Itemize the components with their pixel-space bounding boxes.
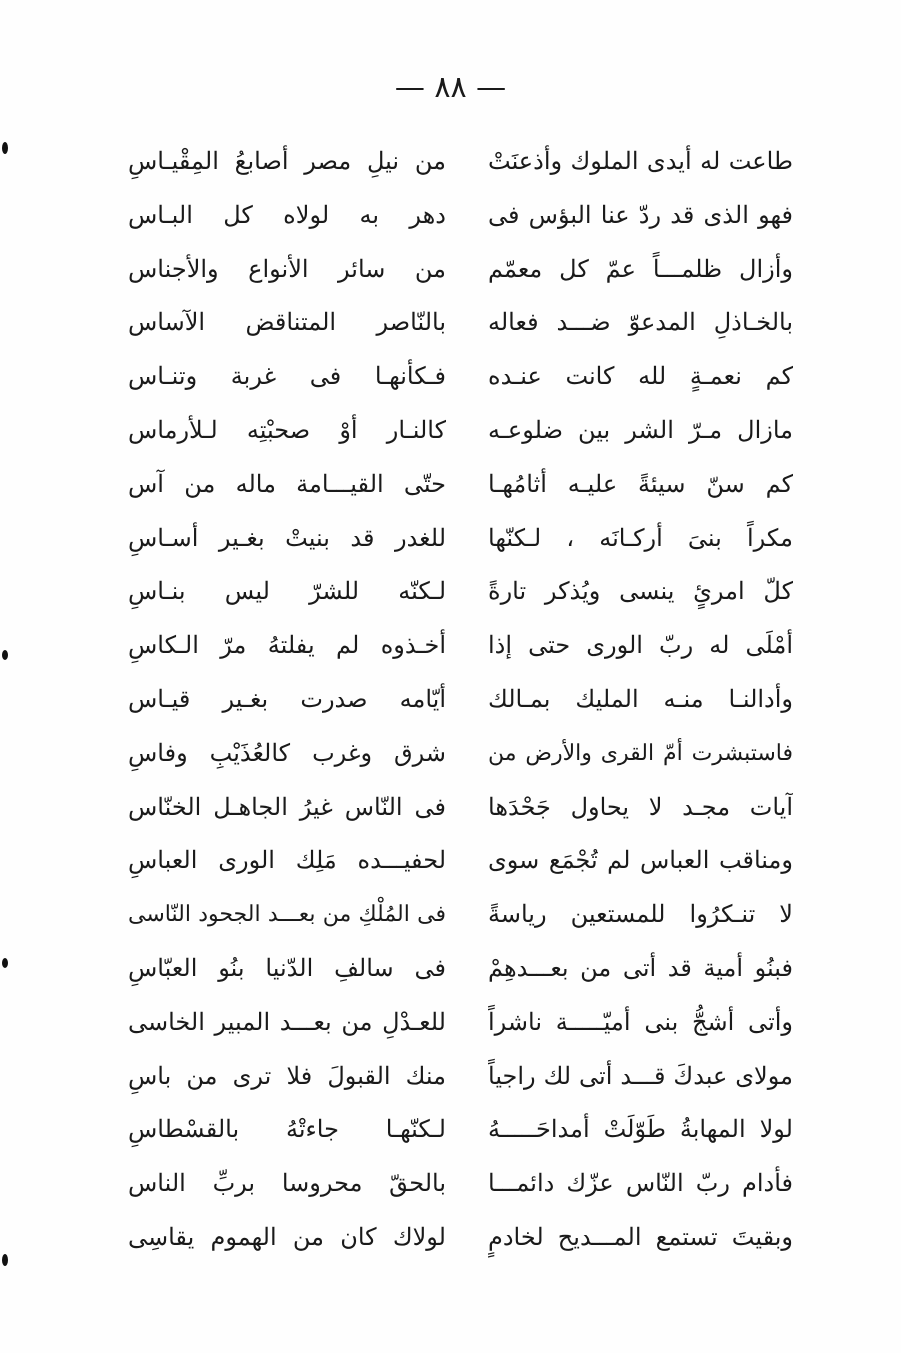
hemistich-first-text: وأدالنـا منـه المليك بمـالك: [488, 684, 793, 713]
hemistich-second: [128, 727, 446, 781]
hemistich-second-text: منك القبولَ فلا ترى من باسِ: [128, 1061, 446, 1090]
scan-edge-mark: [2, 1254, 8, 1266]
hemistich-first-text: لولا المهابةُ طَوّلَتْ أمداحَـــــهُ: [488, 1115, 793, 1144]
hemistich-second: [128, 1157, 446, 1211]
hemistich-second-text: لحفيـــده مَلِك الورى العباسِ: [128, 846, 446, 875]
poem: [0, 135, 901, 1265]
hemistich-second: [128, 135, 446, 189]
verse-line: [0, 1103, 901, 1157]
page-number: — ٨٨ —: [394, 70, 507, 105]
hemistich-second-text: فى المُلْكِ من بعـــد الجحود النّاسى: [128, 902, 446, 928]
hemistich-first-text: فهو الذى قد ردّ عنا البؤس فى: [488, 200, 793, 229]
hemistich-first: [488, 1157, 793, 1211]
verse-line: [0, 727, 901, 781]
hemistich-second-text: للغدر قد بنيتْ بغـير أسـاسِ: [128, 523, 446, 552]
verse-line: [0, 673, 901, 727]
hemistich-second: [128, 1050, 446, 1104]
hemistich-first: [488, 1050, 793, 1104]
verse-line: [0, 458, 901, 512]
hemistich-first-text: آيات مجـد لا يحاول جَحْدَها: [488, 792, 793, 821]
hemistich-second: [128, 458, 446, 512]
hemistich-second-text: لـكنّهـا جاءتْهُ بالقسْطاسِ: [128, 1115, 446, 1144]
scan-edge-mark: [2, 650, 8, 660]
verse-line: [0, 243, 901, 297]
verse-line: [0, 834, 901, 888]
verse-line: [0, 350, 901, 404]
hemistich-first-text: فاستبشرت أمّ القرى والأرض من: [488, 740, 793, 766]
hemistich-first-text: مولاى عبدكَ قـــد أتى لك راجياً: [488, 1061, 793, 1090]
hemistich-first-text: وأزال ظلمـــاً عمّ كل معمّم: [488, 254, 793, 283]
hemistich-first: [488, 189, 793, 243]
hemistich-first-text: مازال مـرّ الشر بين ضلوعـه: [488, 415, 793, 444]
scan-edge-mark: [2, 142, 8, 154]
hemistich-first: [488, 727, 793, 781]
hemistich-first-text: مكراً بنىَ أركـانَه ، لـكنّها: [488, 523, 793, 552]
verse-line: [0, 565, 901, 619]
hemistich-second-text: فـكأنهـا فى غربة وتنـاس: [128, 362, 446, 391]
hemistich-second-text: شرق وغرب كالعُذَيْبِ وفاسِ: [128, 738, 446, 767]
hemistich-second: [128, 781, 446, 835]
hemistich-first: [488, 350, 793, 404]
hemistich-first: [488, 458, 793, 512]
hemistich-first: [488, 673, 793, 727]
hemistich-first-text: ومناقب العباس لم تُجْمَع سوى: [488, 846, 793, 875]
hemistich-first-text: كم نعمـةٍ لله كانت عنـده: [488, 362, 793, 391]
hemistich-second: [128, 296, 446, 350]
hemistich-first: [488, 512, 793, 566]
verse-line: [0, 1211, 901, 1265]
hemistich-first-text: فأدام ربّ النّاس عزّك دائمـــا: [488, 1169, 793, 1198]
hemistich-first: [488, 404, 793, 458]
hemistich-second-text: أيّامه صدرت بغـير قيـاس: [128, 684, 446, 713]
verse-line: [0, 135, 901, 189]
hemistich-second-text: لـكنّه للشرّ ليس بنـاسِ: [128, 577, 446, 606]
hemistich-second: [128, 350, 446, 404]
hemistich-first: [488, 1103, 793, 1157]
verse-line: [0, 296, 901, 350]
hemistich-second-text: حتّى القيـــامة ماله من آس: [128, 469, 446, 498]
hemistich-first: [488, 565, 793, 619]
hemistich-first: [488, 996, 793, 1050]
hemistich-second: [128, 619, 446, 673]
hemistich-first: [488, 834, 793, 888]
verse-line: [0, 404, 901, 458]
hemistich-first-text: أمْلَى له ربّ الورى حتى إذا: [488, 631, 793, 660]
hemistich-second-text: من سائر الأنواع والأجناس: [128, 254, 446, 283]
hemistich-first-text: لا تنـكرُوا للمستعين رياسةً: [488, 900, 793, 929]
verse-line: [0, 996, 901, 1050]
hemistich-second: [128, 189, 446, 243]
hemistich-second: [128, 996, 446, 1050]
hemistich-first-text: كم سنّ سيئةً عليـه أثامُهـا: [488, 469, 793, 498]
hemistich-first: [488, 619, 793, 673]
scan-edge-mark: [2, 958, 8, 968]
hemistich-second: [128, 243, 446, 297]
hemistich-second-text: فى النّاس غيرُ الجاهـل الخنّاس: [128, 792, 446, 821]
hemistich-first-text: وأتى أشجُّ بنى أميّـــــة ناشراً: [488, 1007, 793, 1036]
hemistich-second-text: فى سالفِ الدّنيا بنُو العبّاسِ: [128, 953, 446, 982]
verse-line: [0, 512, 901, 566]
hemistich-first: [488, 296, 793, 350]
hemistich-second-text: أخـذوه لم يفلتهُ مرّ الـكاسِ: [128, 631, 446, 660]
verse-line: [0, 942, 901, 996]
verse-line: [0, 781, 901, 835]
verse-line: [0, 189, 901, 243]
hemistich-second: [128, 942, 446, 996]
hemistich-first-text: فبنُو أمية قد أتى من بعـــدهِمْ: [488, 953, 793, 982]
hemistich-second-text: لولاك كان من الهموم يقاسِى: [128, 1222, 446, 1251]
hemistich-first: [488, 243, 793, 297]
verse-line: [0, 1050, 901, 1104]
hemistich-first-text: وبقيتَ تستمع المـــديح لخادمٍ: [488, 1222, 793, 1251]
verse-line: [0, 619, 901, 673]
hemistich-second: [128, 565, 446, 619]
hemistich-first-text: بالخـاذلِ المدعوّ ضـــد فعاله: [488, 308, 793, 337]
verse-line: [0, 888, 901, 942]
hemistich-second-text: كالنـار أوْ صحبْتِه لـلأرماس: [128, 415, 446, 444]
hemistich-second-text: دهر به لولاه كل البـاس: [128, 200, 446, 229]
hemistich-second: [128, 673, 446, 727]
hemistich-first: [488, 135, 793, 189]
hemistich-second: [128, 512, 446, 566]
hemistich-second: [128, 404, 446, 458]
hemistich-second-text: بالنّاصر المتناقض الآساس: [128, 308, 446, 337]
hemistich-second: [128, 1211, 446, 1265]
hemistich-first-text: كلّ امرئٍ ينسى ويُذكر تارةً: [488, 577, 793, 606]
hemistich-second-text: للعـدْلِ من بعـــد المبير الخاسى: [128, 1007, 446, 1036]
hemistich-first: [488, 888, 793, 942]
hemistich-first: [488, 942, 793, 996]
hemistich-second: [128, 834, 446, 888]
hemistich-second-text: بالحقّ محروسا بربِّ الناس: [128, 1169, 446, 1198]
hemistich-second-text: من نيلِ مصر أصابعُ المِقْيـاسِ: [128, 147, 446, 175]
hemistich-first-text: طاعت له أيدى الملوك وأذعنَتْ: [488, 147, 793, 175]
hemistich-first: [488, 781, 793, 835]
hemistich-second: [128, 1103, 446, 1157]
verse-line: [0, 1157, 901, 1211]
hemistich-second: [128, 888, 446, 942]
hemistich-first: [488, 1211, 793, 1265]
